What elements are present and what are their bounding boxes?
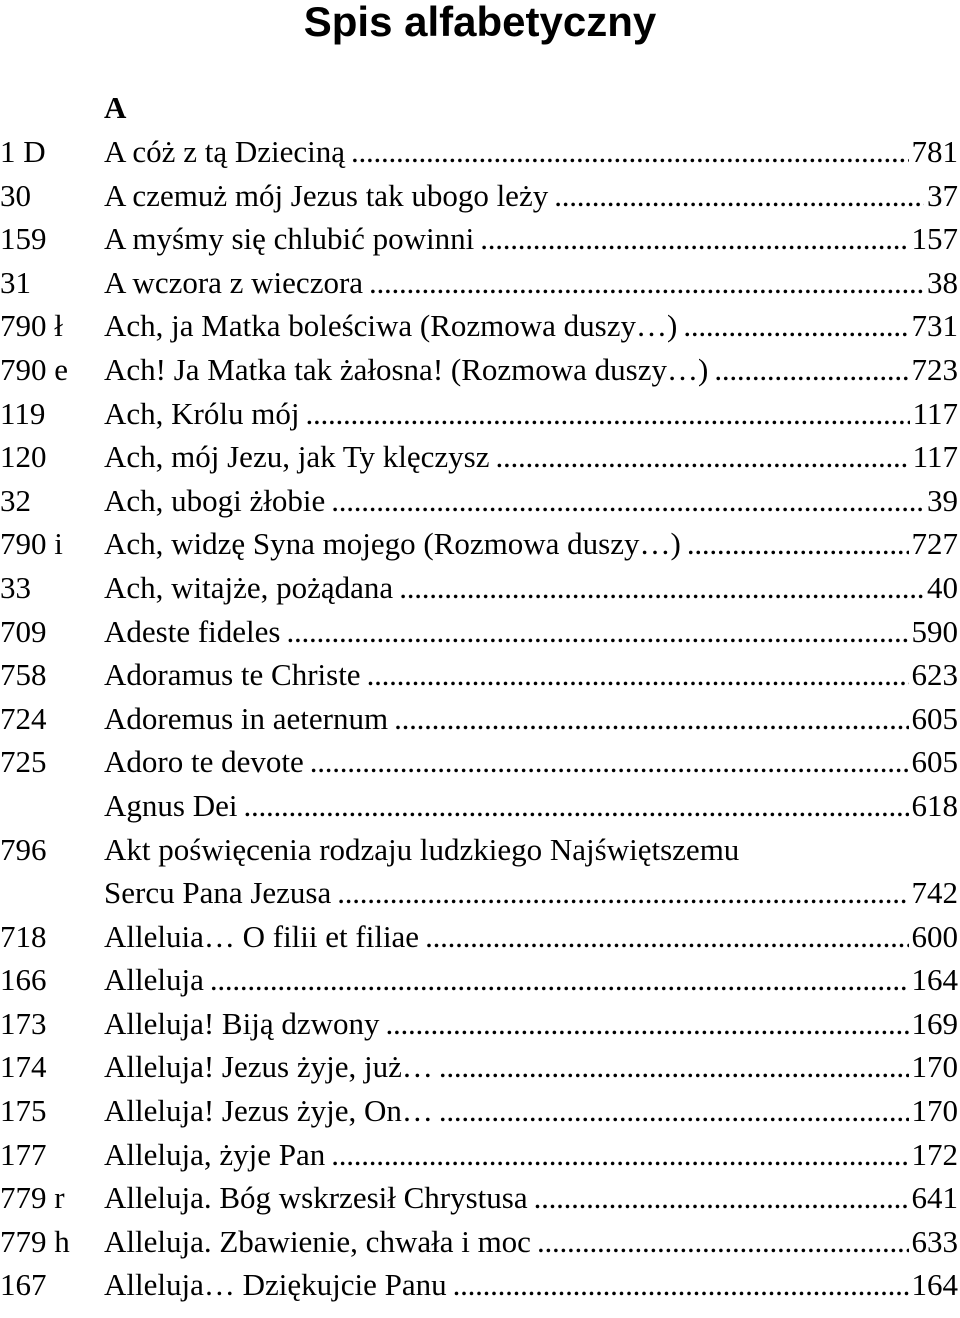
index-entry	[0, 1002, 960, 1046]
entry-number: 120	[0, 439, 47, 475]
entry-title: A cóż z tą Dzieciną	[104, 134, 345, 169]
entry-title: Ach, widzę Syna mojego (Rozmowa duszy…)	[104, 526, 681, 562]
entry-page: 164	[911, 1267, 958, 1303]
entry-page: 605	[911, 700, 958, 736]
index-entry	[0, 304, 960, 348]
index-entry	[0, 1220, 960, 1264]
entry-page: 37	[927, 177, 958, 213]
entry-title: Adoro te devote	[104, 744, 304, 780]
entry-page: 742	[911, 875, 958, 911]
entry-title: Ach! Ja Matka tak żałosna! (Rozmowa duszy…)	[104, 351, 709, 387]
entry-number: 725	[0, 744, 47, 780]
dot-leader	[714, 348, 908, 392]
entry-page: 600	[911, 918, 958, 954]
entry-number: 790 e	[0, 351, 69, 387]
entry-page: 170	[911, 1093, 958, 1129]
entry-number: 166	[0, 962, 47, 998]
entry-title: Ach, mój Jezu, jak Ty klęczysz	[104, 439, 490, 475]
entry-title: A myśmy się chlubić powinni	[104, 221, 475, 257]
index-entries	[0, 130, 960, 1307]
index-entry	[0, 1089, 960, 1133]
entry-title: Alleluja! Jezus żyje, On…	[104, 1093, 433, 1129]
entry-number: 159	[0, 221, 47, 257]
index-entry	[0, 653, 960, 697]
dot-leader	[453, 1263, 909, 1307]
entry-title: Adoremus in aeternum	[104, 700, 389, 736]
index-entry	[0, 566, 960, 610]
entry-page: 731	[911, 308, 958, 344]
entry-number: 177	[0, 1136, 47, 1172]
dot-leader	[351, 130, 909, 174]
entry-page: 38	[927, 264, 958, 300]
entry-page: 590	[911, 613, 958, 649]
index-entry	[0, 915, 960, 959]
entry-page: 170	[911, 1049, 958, 1085]
dot-leader	[305, 392, 909, 436]
dot-leader	[399, 566, 924, 610]
entry-number: 779 h	[0, 1223, 70, 1259]
dot-leader	[554, 174, 924, 218]
index-entry	[0, 261, 960, 305]
entry-title: Sercu Pana Jezusa	[104, 875, 332, 911]
entry-title: Adeste fideles	[104, 613, 281, 649]
index-entry	[0, 522, 960, 566]
entry-page: 618	[911, 787, 958, 823]
index-entry	[0, 871, 960, 915]
entry-title: Ach, ja Matka boleściwa (Rozmowa duszy…)	[104, 308, 678, 344]
index-entry	[0, 740, 960, 784]
index-entry	[0, 1263, 960, 1307]
dot-leader	[337, 871, 908, 915]
entry-page: 623	[911, 657, 958, 693]
index-entry	[0, 435, 960, 479]
dot-leader	[687, 522, 909, 566]
entry-number: 32	[0, 482, 31, 518]
entry-page: 164	[911, 962, 958, 998]
entry-title: Alleluja! Biją dzwony	[104, 1005, 380, 1041]
index-entry	[0, 217, 960, 261]
index-entry	[0, 174, 960, 218]
index-entry	[0, 697, 960, 741]
entry-title: Alleluia… O filii et filiae	[104, 918, 420, 954]
index-entry	[0, 958, 960, 1002]
entry-page: 641	[911, 1180, 958, 1216]
index-entry	[0, 1176, 960, 1220]
dot-leader	[386, 1002, 909, 1046]
entry-number: 758	[0, 657, 47, 693]
entry-title: Alleluja. Bóg wskrzesił Chrystusa	[104, 1180, 528, 1216]
dot-leader	[425, 915, 908, 959]
section-letter: A	[104, 90, 127, 125]
dot-leader	[480, 217, 908, 261]
index-entry	[0, 479, 960, 523]
entry-title: Adoramus te Christe	[104, 657, 361, 693]
dot-leader	[496, 435, 910, 479]
index-entry	[0, 784, 960, 828]
entry-title: Alleluja	[104, 962, 204, 998]
entry-number: 33	[0, 569, 31, 605]
entry-title: Agnus Dei	[104, 787, 238, 823]
entry-number: 790 ł	[0, 308, 63, 344]
index-entry	[0, 392, 960, 436]
index-entry	[0, 1045, 960, 1089]
entry-title: A wczora z wieczora	[104, 264, 364, 300]
entry-number: 174	[0, 1049, 47, 1085]
entry-number: 724	[0, 700, 47, 736]
dot-leader	[534, 1176, 909, 1220]
dot-leader	[369, 261, 924, 305]
entry-title: Alleluja, żyje Pan	[104, 1136, 326, 1172]
entry-number: 173	[0, 1005, 47, 1041]
dot-leader	[310, 740, 909, 784]
entry-number: 167	[0, 1267, 47, 1303]
dot-leader	[683, 304, 908, 348]
dot-leader	[537, 1220, 909, 1264]
entry-number: 175	[0, 1093, 47, 1129]
index-entry	[0, 130, 960, 174]
index-entry	[0, 828, 960, 872]
entry-title: Akt poświęcenia rodzaju ludzkiego Najświętszemu	[104, 831, 740, 867]
entry-title: A czemuż mój Jezus tak ubogo leży	[104, 177, 549, 213]
entry-title: Ach, Królu mój	[104, 395, 300, 431]
entry-page: 781	[911, 134, 958, 169]
entry-page: 40	[927, 569, 958, 605]
entry-number: 1 D	[0, 134, 46, 169]
index-entry	[0, 348, 960, 392]
index-entry	[0, 1133, 960, 1177]
entry-page: 169	[911, 1005, 958, 1041]
dot-leader	[394, 697, 908, 741]
entry-page: 723	[911, 351, 958, 387]
entry-number: 796	[0, 831, 47, 867]
entry-title: Ach, ubogi żłobie	[104, 482, 326, 518]
entry-page: 117	[912, 439, 958, 475]
entry-page: 727	[911, 526, 958, 562]
dot-leader	[243, 784, 908, 828]
entry-title: Alleluja. Zbawienie, chwała i moc	[104, 1223, 531, 1259]
entry-page: 172	[911, 1136, 958, 1172]
entry-title: Alleluja… Dziękujcie Panu	[104, 1267, 447, 1303]
index-entry	[0, 610, 960, 654]
entry-number: 779 r	[0, 1180, 65, 1216]
dot-leader	[210, 958, 909, 1002]
entry-number: 709	[0, 613, 47, 649]
entry-title: Alleluja! Jezus żyje, już…	[104, 1049, 433, 1085]
dot-leader	[439, 1045, 909, 1089]
entry-number: 31	[0, 264, 31, 300]
dot-leader	[286, 610, 908, 654]
entry-page: 157	[911, 221, 958, 257]
entry-number: 718	[0, 918, 47, 954]
entry-number: 790 i	[0, 526, 63, 562]
dot-leader	[331, 479, 924, 523]
dot-leader	[439, 1089, 909, 1133]
dot-leader	[331, 1133, 908, 1177]
entry-page: 117	[912, 395, 958, 431]
entry-number: 30	[0, 177, 31, 213]
entry-page: 633	[911, 1223, 958, 1259]
entry-page: 39	[927, 482, 958, 518]
entry-page: 605	[911, 744, 958, 780]
dot-leader	[367, 653, 909, 697]
page-title: Spis alfabetyczny	[303, 0, 657, 45]
entry-number: 119	[0, 395, 46, 431]
entry-title: Ach, witajże, pożądana	[104, 569, 394, 605]
